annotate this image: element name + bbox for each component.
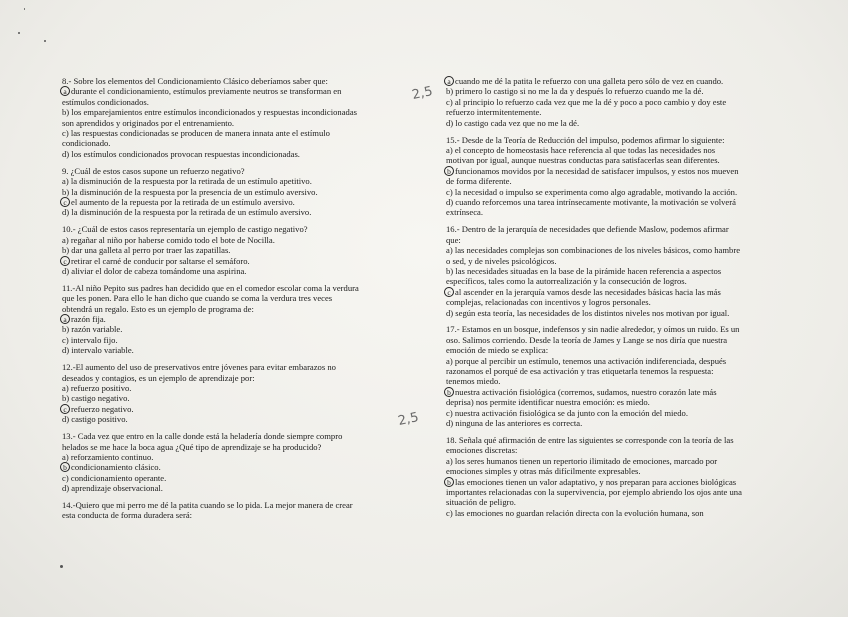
answer-option-b — [446, 266, 786, 276]
answer-option-text: d) intervalo variable. — [62, 345, 134, 356]
answer-option-text: d) aprendizaje observacional. — [62, 483, 163, 494]
answer-option-text: condicionamiento clásico. — [71, 462, 161, 473]
answer-option-a — [446, 456, 786, 466]
answer-option-d — [62, 414, 422, 424]
answer-option-a — [446, 245, 786, 255]
question-stem-line: 12.-El aumento del uso de preservativos entre jóvenes para evitar embarazos no — [62, 362, 336, 373]
answer-option-b — [62, 393, 422, 403]
answer-option-text: c) al principio lo refuerzo cada vez que me la dé y poco a poco cambio y doy este — [446, 96, 727, 107]
answer-option-text: a) el concepto de homeostasis hace referencia al que todas las necesidades nos — [446, 144, 716, 155]
answer-option-text: d) castigo positivo. — [62, 414, 128, 425]
answer-option-d — [62, 207, 422, 217]
answer-option-a — [62, 176, 422, 186]
answer-option-a — [62, 97, 422, 107]
answer-option-text: nuestra activación fisiológica (corremos, sudamos, nuestro corazón late más — [455, 386, 717, 397]
answer-option-a — [446, 145, 786, 155]
scan-speck — [24, 8, 25, 10]
question-q14cont — [446, 76, 786, 128]
answer-option-b — [446, 397, 786, 407]
answer-option-text: refuerzo negativo. — [71, 403, 134, 414]
question-stem-line: 11.-Al niño Pepito sus padres han decidido que en el comedor escolar coma la verdura — [62, 282, 359, 293]
answer-option-text: deprisa) nos permite identificar nuestra emoción: es miedo. — [446, 397, 650, 408]
answer-option-c — [62, 335, 422, 345]
question-q16 — [446, 224, 786, 318]
answer-option-text: o sed, y de niveles psicológicos. — [446, 255, 557, 266]
question-stem-line: 15.- Desde de la Teoría de Reducción del impulso, podemos afirmar lo siguiente: — [446, 134, 725, 145]
circled-answer-mark: c — [60, 256, 70, 266]
circled-answer-mark: a — [60, 86, 70, 96]
answer-option-b — [446, 176, 786, 186]
circled-answer-mark: c — [60, 197, 70, 207]
answer-option-a — [446, 256, 786, 266]
scan-speck — [18, 32, 20, 34]
answer-option-a — [446, 76, 786, 86]
answer-option-text: a) porque al percibir un estímulo, tenemos una activación indiferenciada, después — [446, 355, 727, 366]
answer-option-c — [62, 256, 422, 266]
answer-option-text: b) castigo negativo. — [62, 393, 130, 404]
circled-answer-mark: c — [444, 287, 454, 297]
answer-option-text: importantes relacionadas con la supervivencia, por ejemplo abriendo los ojos ante una — [446, 487, 742, 498]
answer-option-text: c) las emociones no guardan relación directa con la evolución humana, son — [446, 507, 704, 518]
answer-option-text: d) cuando reforcemos una tarea intrínsecamente motivante, la motivación se volverá — [446, 196, 736, 207]
answer-option-text: d) según esta teoría, las necesidades de los distintos niveles nos motivan por igual. — [446, 307, 730, 318]
answer-option-a — [446, 466, 786, 476]
question-stem-line: 13.- Cada vez que entro en la calle donde está la heladería donde siempre compro — [62, 431, 343, 442]
answer-option-text: razón fija. — [71, 314, 106, 325]
answer-option-d — [62, 149, 422, 159]
answer-option-c — [446, 107, 786, 117]
answer-option-text: emociones simples y otras más difícilmente expresables. — [446, 466, 641, 477]
answer-option-text: complejas, relacionadas con incentivos y logros personales. — [446, 297, 651, 308]
scan-speck — [44, 40, 46, 42]
answer-option-d — [446, 197, 786, 207]
answer-option-text: a) la disminución de la respuesta por la retirada de un estímulo apetitivo. — [62, 176, 312, 187]
question-stem-line: 18. Señala qué afirmación de entre las siguientes se corresponde con la teoría de las — [446, 435, 734, 445]
question-q15 — [446, 135, 786, 218]
answer-option-text: b) dar una galleta al perro por traer las zapatillas. — [62, 245, 231, 256]
answer-option-d — [446, 118, 786, 128]
answer-option-text: a) los seres humanos tienen un repertorio ilimitado de emociones, marcado por — [446, 455, 718, 466]
answer-option-text: b) razón variable. — [62, 324, 123, 335]
answer-option-text: tenemos miedo. — [446, 376, 501, 387]
answer-option-text: b) los emparejamientos entre estímulos incondicionados y respuestas incondicionadas — [62, 107, 357, 118]
answer-option-text: el aumento de la repuesta por la retirada de un estímulo aversivo. — [71, 196, 295, 207]
answer-option-text: a) refuerzo positivo. — [62, 382, 132, 393]
left-column — [62, 76, 422, 527]
answer-option-text: estímulos condicionados. — [62, 96, 149, 107]
answer-option-c — [446, 297, 786, 307]
answer-option-text: b) la disminución de la respuesta por la presencia de un estímulo aversivo. — [62, 186, 318, 197]
answer-option-text: razonamos el porqué de esa activación y tras etiquetarla tenemos la respuesta: — [446, 366, 714, 377]
answer-option-text: c) nuestra activación fisiológica se da junto con la emoción del miedo. — [446, 407, 688, 418]
answer-option-text: c) las respuestas condicionadas se producen de manera innata ante el estímulo — [62, 128, 330, 139]
answer-option-text: extrínseca. — [446, 207, 483, 218]
answer-option-d — [62, 345, 422, 355]
answer-option-c — [62, 473, 422, 483]
answer-option-text: durante el condicionamiento, estímulos previamente neutros se transforman en — [71, 86, 342, 97]
answer-option-text: d) aliviar el dolor de cabeza tomándome una aspirina. — [62, 265, 247, 276]
answer-option-a — [446, 155, 786, 165]
answer-option-b — [446, 387, 786, 397]
answer-option-text: funcionamos movidos por la necesidad de satisfacer impulsos, y estos nos mueven — [455, 165, 739, 176]
answer-option-c — [62, 138, 422, 148]
answer-option-text: de forma diferente. — [446, 176, 512, 187]
answer-option-c — [446, 287, 786, 297]
answer-option-b — [62, 107, 422, 117]
question-q10 — [62, 224, 422, 276]
question-stem-line: deseados y contagios, es un ejemplo de aprendizaje por: — [62, 372, 255, 383]
handwritten-score-mark: 2,5 — [410, 84, 435, 103]
answer-option-text: b) primero lo castigo si no me la da y después lo refuerzo cuando me la dé. — [446, 86, 704, 97]
answer-option-text: d) ninguna de las anteriores es correcta. — [446, 418, 583, 429]
question-stem-line: que les ponen. Para ello le han dicho que cuando se coma la verdura tres veces — [62, 293, 333, 304]
answer-option-a — [62, 383, 422, 393]
answer-option-b — [62, 324, 422, 334]
answer-option-text: d) los estímulos condicionados provocan respuestas incondicionadas. — [62, 148, 300, 159]
question-stem-line: 16.- Dentro de la jerarquía de necesidades que defiende Maslow, podemos afirmar — [446, 224, 729, 235]
circled-answer-mark: c — [60, 404, 70, 414]
answer-option-text: al ascender en la jerarquía vamos desde las necesidades básicas hacia las más — [455, 286, 721, 297]
question-q8 — [62, 76, 422, 159]
answer-option-b — [62, 245, 422, 255]
answer-option-a — [446, 366, 786, 376]
question-stem-line: 9. ¿Cuál de estos casos supone un refuerzo negativo? — [62, 165, 245, 176]
answer-option-a — [62, 86, 422, 96]
question-stem-line: oso. Salimos corriendo. Desde la teoría de James y Lange se nos diría que nuestra — [446, 334, 728, 345]
answer-option-d — [446, 418, 786, 428]
answer-option-b — [446, 276, 786, 286]
answer-option-b — [446, 86, 786, 96]
circled-answer-mark: b — [60, 462, 70, 472]
question-q17 — [446, 324, 786, 428]
answer-option-text: retirar el carné de conducir por saltarse el semáforo. — [71, 255, 250, 266]
question-stem-line: emociones discretas: — [446, 445, 518, 456]
answer-option-b — [62, 187, 422, 197]
answer-option-a — [446, 376, 786, 386]
answer-option-text: c) condicionamiento operante. — [62, 472, 167, 483]
question-stem-line: helados se me hace la boca agua ¿Qué tipo de aprendizaje se ha producido? — [62, 441, 322, 452]
answer-option-c — [446, 408, 786, 418]
circled-answer-mark: a — [444, 76, 454, 86]
question-q13 — [62, 431, 422, 493]
circled-answer-mark: b — [444, 477, 454, 487]
answer-option-c — [446, 97, 786, 107]
right-column — [446, 76, 786, 525]
answer-option-b — [446, 487, 786, 497]
answer-option-d — [62, 266, 422, 276]
handwritten-score-mark: 2,5 — [396, 410, 421, 429]
answer-option-text: a) reforzamiento continuo. — [62, 451, 154, 462]
question-stem-line: que: — [446, 234, 461, 245]
answer-option-text: motivan por igual, aunque nuestras conductas para satisfacerlas sean diferentes. — [446, 155, 720, 166]
answer-option-text: son aprendidos y originados por el entrenamiento. — [62, 117, 235, 128]
answer-option-b — [446, 477, 786, 487]
question-stem-line: emoción de miedo se explica: — [446, 345, 549, 356]
question-stem-line: 17.- Estamos en un bosque, indefensos y sin nadie alrededor, y oímos un ruido. Es un — [446, 324, 740, 335]
answer-option-text: a) las necesidades complejas son combinaciones de los niveles básicos, como hambre — [446, 245, 741, 256]
answer-option-d — [446, 207, 786, 217]
answer-option-text: refuerzo intermitentemente. — [446, 107, 542, 118]
question-q18 — [446, 435, 786, 518]
answer-option-b — [62, 118, 422, 128]
answer-option-text: d) la disminución de la respuesta por la retirada de un estímulo aversivo. — [62, 207, 312, 218]
question-stem-line: 8.- Sobre los elementos del Condicionamiento Clásico deberíamos saber que: — [62, 76, 328, 86]
answer-option-d — [446, 308, 786, 318]
answer-option-text: las emociones tienen un valor adaptativo, y nos preparan para acciones biológicas — [455, 476, 737, 487]
answer-option-a — [62, 452, 422, 462]
answer-option-text: situación de peligro. — [446, 497, 516, 508]
answer-option-d — [62, 483, 422, 493]
answer-option-a — [62, 235, 422, 245]
answer-option-c — [446, 187, 786, 197]
question-q12 — [62, 362, 422, 424]
answer-option-b — [446, 497, 786, 507]
question-stem-line: 10.- ¿Cuál de estos casos representaría un ejemplo de castigo negativo? — [62, 224, 308, 235]
answer-option-text: cuando me dé la patita le refuerzo con una galleta pero sólo de vez en cuando. — [455, 76, 724, 86]
answer-option-text: d) lo castigo cada vez que no me la dé. — [446, 117, 580, 128]
question-q14 — [62, 500, 422, 521]
answer-option-text: b) las necesidades situadas en la base de la pirámide hacen referencia a aspectos — [446, 265, 722, 276]
question-stem-line: obtendrá un regalo. Esto es un ejemplo de programa de: — [62, 303, 254, 314]
scan-speck — [60, 565, 63, 568]
answer-option-text: condicionado. — [62, 138, 111, 149]
answer-option-c — [62, 197, 422, 207]
question-stem-line: esta conducta de forma duradera será: — [62, 510, 193, 521]
circled-answer-mark: b — [444, 387, 454, 397]
answer-option-c — [62, 128, 422, 138]
answer-option-b — [62, 462, 422, 472]
answer-option-a — [446, 356, 786, 366]
circled-answer-mark: a — [60, 314, 70, 324]
answer-option-text: c) la necesidad o impulso se experimenta como algo agradable, motivando la acción. — [446, 186, 738, 197]
question-q9 — [62, 166, 422, 218]
answer-option-text: específicos, tales como la autorrealización y la consecución de logros. — [446, 276, 687, 287]
answer-option-b — [446, 166, 786, 176]
answer-option-text: c) intervalo fijo. — [62, 334, 118, 345]
question-q11 — [62, 283, 422, 356]
answer-option-c — [62, 404, 422, 414]
question-stem-line: 14.-Quiero que mi perro me dé la patita cuando se lo pida. La mejor manera de crear — [62, 500, 353, 511]
answer-option-a — [62, 314, 422, 324]
circled-answer-mark: b — [444, 166, 454, 176]
answer-option-c — [446, 508, 786, 518]
answer-option-text: a) regañar al niño por haberse comido todo el bote de Nocilla. — [62, 234, 275, 245]
